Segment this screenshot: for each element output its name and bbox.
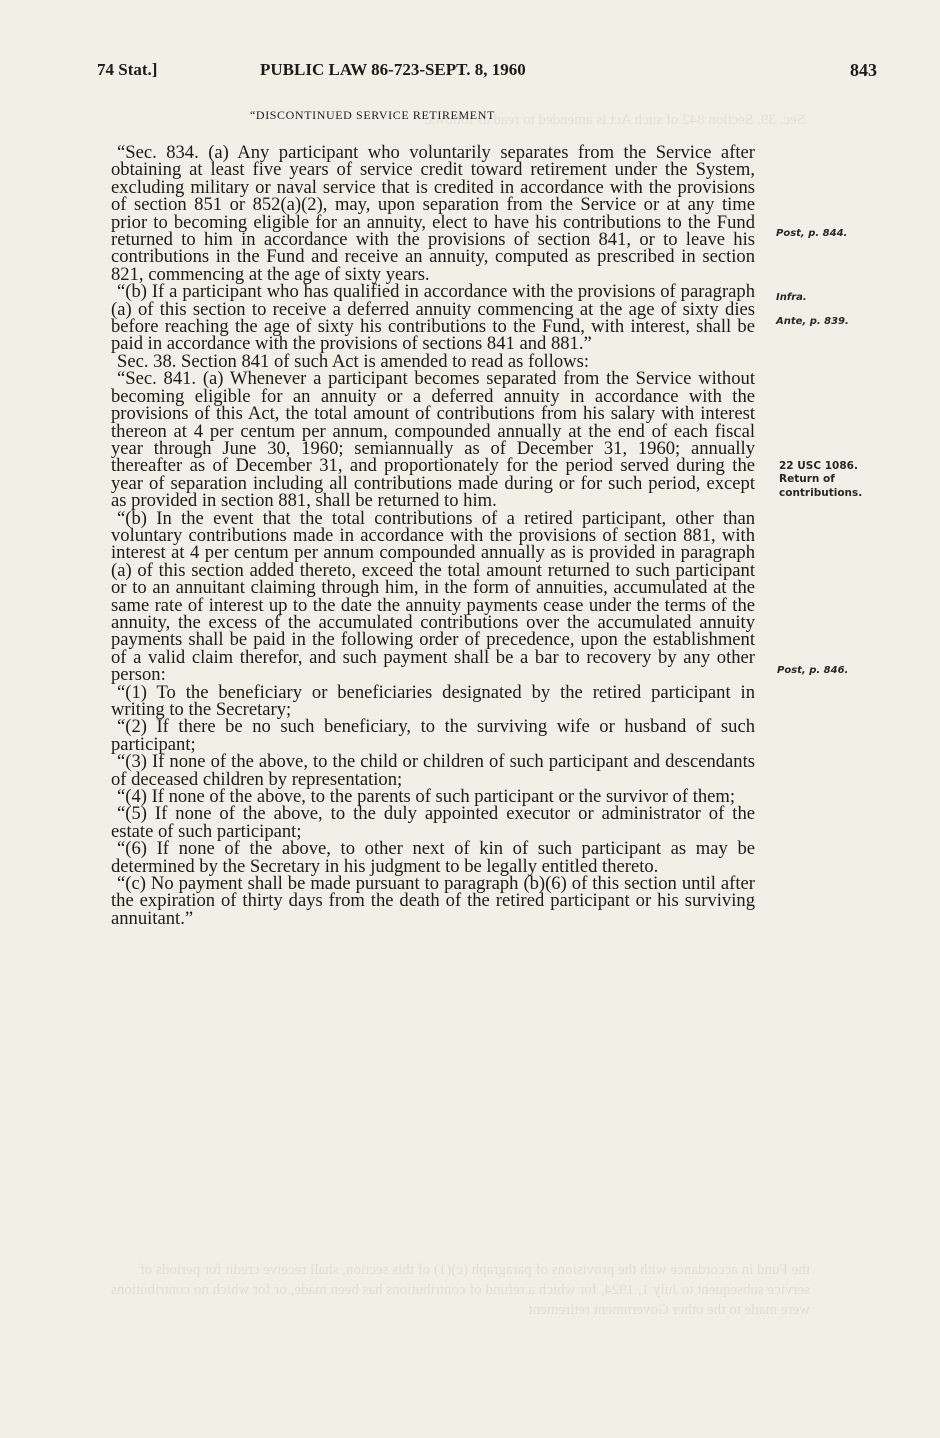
margin-note-usc-1086: 22 USC 1086.: [779, 460, 858, 472]
section-heading: “DISCONTINUED SERVICE RETIREMENT: [250, 108, 495, 122]
paragraph-sec-841-c: “(c) No payment shall be made pursuant to paragraph (b)(6) of this section until after the expiration of thirty days from the death of the retired participant or his surviving annuitant.”: [111, 873, 755, 929]
paragraph-sec-38: Sec. 38. Section 841 of such Act is amended to read as follows:: [117, 350, 589, 372]
paragraph-sec-834-a: “Sec. 834. (a) Any participant who voluntarily separates from the Service after obtaining at least five years of service credit toward retirement under the System, excluding military or naval service that is credited in accordance with the provisions of section 851 or 852(a)(2), may, upon separation from the Service or at any time prior to becoming eligible for an annuity, elect to have his contributions to the Fund returned to him in accordance with the provisions of section 841, or to leave his contributions in the Fund and receive an annuity, computed as prescribed in section 821, commencing at the age of sixty years.: [111, 142, 755, 285]
paragraph-sec-841-b: “(b) In the event that the total contributions of a retired participant, other than voluntary contributions made in accordance with the provisions of section 881, with interest at 4 per centum per annum compounded annually as is provided in paragraph (a) of this section added thereto, exceed the total amount returned to such participant or to an annuitant claiming through him, in the form of annuities, accumulated at the same rate of interest up to the date the annuity payments cease under the terms of the annuity, the excess of the accumulated contributions over the accumulated annuity payments shall be paid in the following order of precedence, upon the establishment of a valid claim therefor, and such payment shall be a bar to recovery by any other person:: [111, 507, 755, 686]
margin-note-post-844: Post, p. 844.: [776, 228, 848, 239]
paragraph-sec-834-b: “(b) If a participant who has qualified in accordance with the provisions of paragraph (a) of this section to receive a deferred annuity commencing at the age of sixty dies before reaching the age of sixty his contributions to the Fund, with interest, shall be paid in accordance with the provisions of sections 841 and 881.”: [111, 281, 755, 355]
margin-note-return-of-contributions: Return of contributions.: [779, 473, 863, 499]
bleed-through-top: Sec. 39. Section 842 of such Act is amended to read as follows:: [424, 112, 805, 128]
running-header: [97, 60, 877, 84]
paragraph-order-3: “(3) If none of the above, to the child or children of such participant and descendants of deceased children by representation;: [111, 751, 755, 790]
page-number: 843: [850, 60, 877, 80]
paragraph-order-4: “(4) If none of the above, to the parents of such participant or the survivor of them;: [117, 786, 736, 808]
paragraph-order-6: “(6) If none of the above, to other next of kin of such participant as may be determined by the Secretary in his judgment to be legally entitled thereto.: [111, 838, 755, 877]
bleed-through-bottom: the Fund in accordance with the provisions of paragraph (c)(1) of this section, shall receive credit for periods of service subsequent to July 1, 1924, for which a refund of contributions has been made, or for which no contributions were made to the other Government retirement: [110, 1262, 810, 1318]
margin-note-ante-839: Ante, p. 839.: [776, 316, 849, 327]
paragraph-order-1: “(1) To the beneficiary or beneficiaries designated by the retired participant in writing to the Secretary;: [111, 681, 755, 720]
paragraph-order-5: “(5) If none of the above, to the duly appointed executor or administrator of the estate of such participant;: [111, 803, 755, 842]
margin-note-infra: Infra.: [776, 292, 807, 303]
margin-note-post-846: Post, p. 846.: [777, 665, 849, 676]
statute-reference: 74 Stat.]: [97, 60, 158, 79]
statute-body: [111, 144, 755, 927]
public-law-title: PUBLIC LAW 86-723-SEPT. 8, 1960: [260, 60, 526, 79]
paragraph-sec-841-a: “Sec. 841. (a) Whenever a participant becomes separated from the Service without becoming eligible for an annuity or a deferred annuity in accordance with the provisions of this Act, the total amount of contributions from his salary with interest thereon at 4 per centum per annum, compounded annually at the end of each fiscal year through June 30, 1960; semiannually as of December 31, 1960; annually thereafter as of December 31, and proportionately for the period served during the year of separation including all contributions made during or for such period, except as provided in section 881, shall be returned to him.: [111, 368, 755, 512]
paragraph-order-2: “(2) If there be no such beneficiary, to the surviving wife or husband of such participant;: [111, 716, 755, 755]
